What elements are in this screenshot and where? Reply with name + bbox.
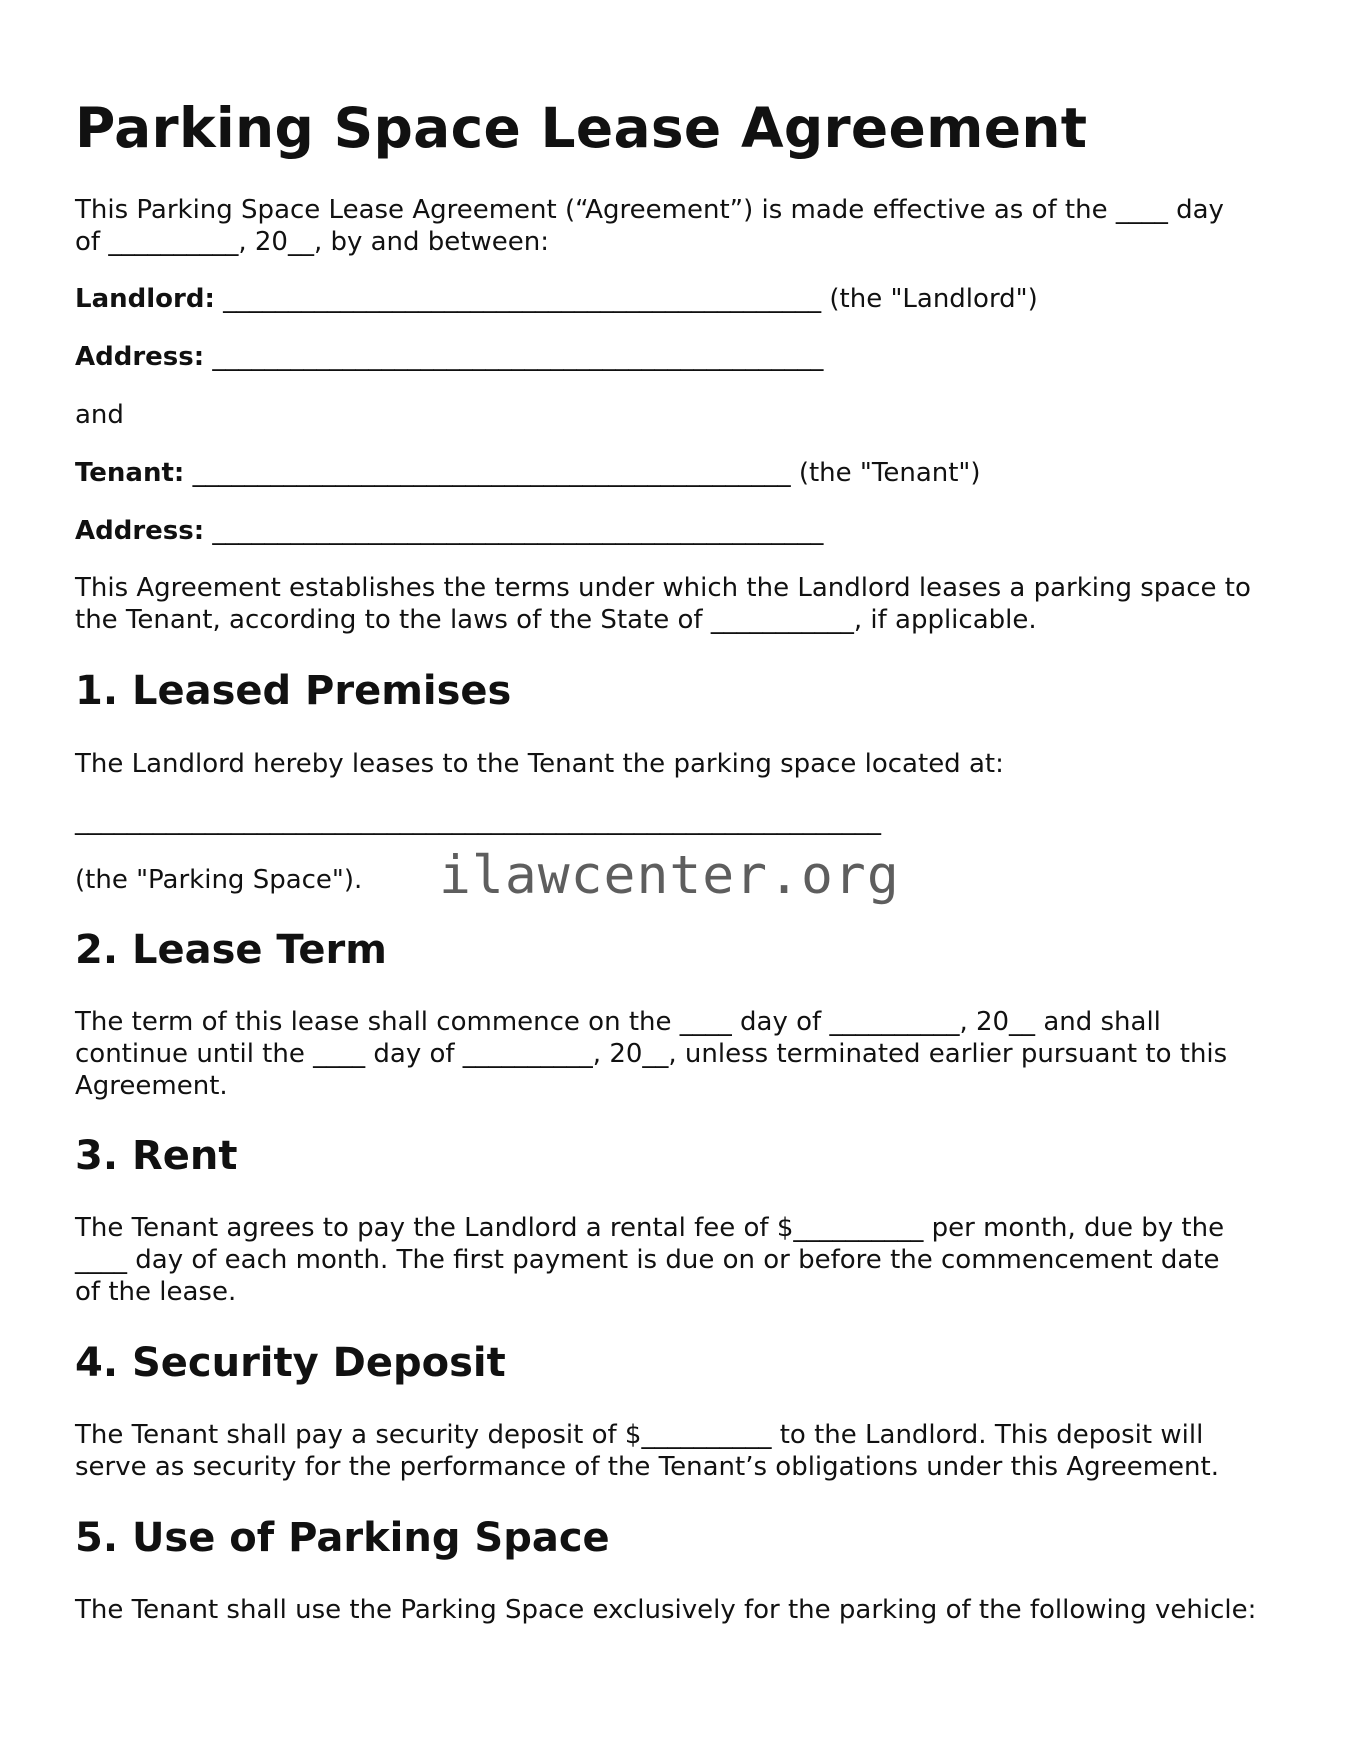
section-2-heading: 2. Lease Term: [75, 927, 387, 973]
intro-line-1: This Parking Space Lease Agreement (“Agreement”) is made effective as of the ____ day: [75, 195, 1224, 225]
landlord-address-blank: _______________________________________________: [204, 342, 824, 372]
section-1-line-3: (the "Parking Space").: [75, 865, 363, 895]
section-3-line-3: of the lease.: [75, 1277, 237, 1307]
tenant-suffix: (the "Tenant"): [798, 458, 981, 488]
parking-space-location-blank: ______________________________________________________________: [75, 806, 881, 836]
intro-line-2: of __________, 20__, by and between:: [75, 227, 549, 257]
section-5-heading: 5. Use of Parking Space: [75, 1515, 610, 1561]
section-4-line-2: serve as security for the performance of the Tenant’s obligations under this Agreement.: [75, 1452, 1219, 1482]
and-text: and: [75, 400, 124, 430]
section-2-line-2: continue until the ____ day of __________, 20__, unless terminated earlier pursuant to this: [75, 1039, 1228, 1069]
document-title: Parking Space Lease Agreement: [75, 96, 1088, 160]
tenant-line: [75, 457, 981, 489]
landlord-line: [75, 283, 1038, 315]
landlord-suffix: (the "Landlord"): [829, 284, 1038, 314]
tenant-name-blank: ______________________________________________: [184, 458, 799, 488]
section-4-heading: 4. Security Deposit: [75, 1340, 506, 1386]
section-4-line-1: The Tenant shall pay a security deposit of $__________ to the Landlord. This deposit will: [75, 1420, 1204, 1450]
tenant-address-blank: _______________________________________________: [204, 516, 824, 546]
establishes-line-1: This Agreement establishes the terms under which the Landlord leases a parking space to: [75, 573, 1251, 603]
section-1-heading: 1. Leased Premises: [75, 668, 512, 714]
tenant-address-line: [75, 515, 823, 547]
section-5-line-1: The Tenant shall use the Parking Space exclusively for the parking of the following vehicle:: [75, 1595, 1257, 1625]
landlord-name-blank: ______________________________________________: [214, 284, 830, 314]
section-3-line-1: The Tenant agrees to pay the Landlord a rental fee of $__________ per month, due by the: [75, 1213, 1225, 1243]
section-2-line-1: The term of this lease shall commence on the ____ day of __________, 20__ and shall: [75, 1007, 1161, 1037]
section-3-heading: 3. Rent: [75, 1133, 238, 1179]
landlord-address-label: Address:: [75, 342, 205, 372]
landlord-label: Landlord:: [75, 284, 215, 314]
watermark: ilawcenter.org: [439, 845, 900, 906]
landlord-address-line: [75, 341, 823, 373]
section-1-line-1: The Landlord hereby leases to the Tenant the parking space located at:: [75, 749, 1004, 779]
tenant-label: Tenant:: [75, 458, 185, 488]
section-3-line-2: ____ day of each month. The first payment is due on or before the commencement date: [75, 1245, 1220, 1275]
tenant-address-label: Address:: [75, 516, 205, 546]
establishes-line-2: the Tenant, according to the laws of the State of ___________, if applicable.: [75, 605, 1037, 635]
section-2-line-3: Agreement.: [75, 1071, 228, 1101]
